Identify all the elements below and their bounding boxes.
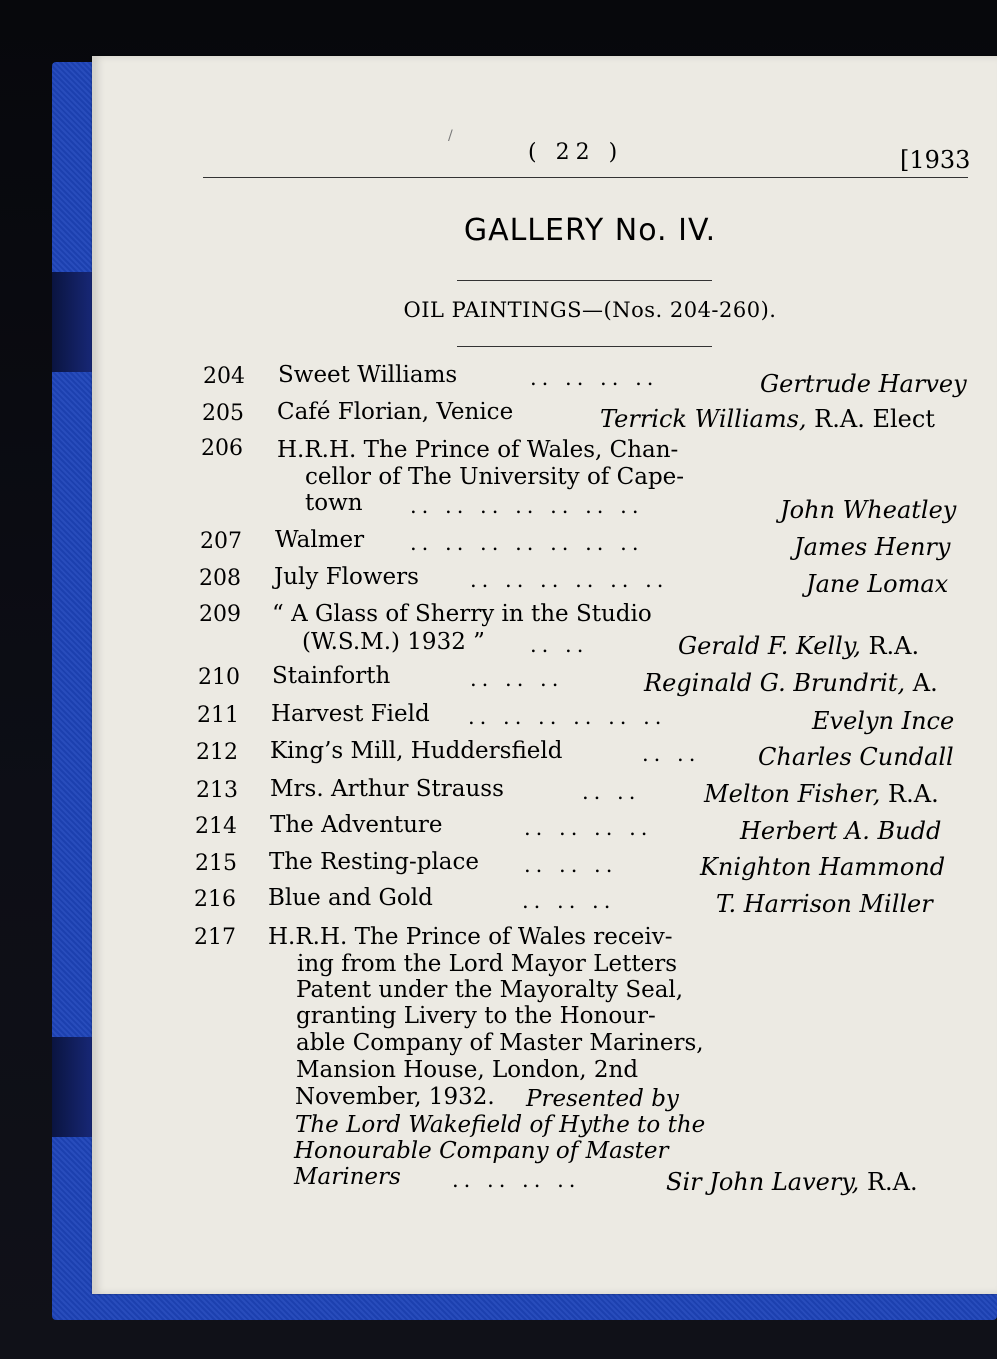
entry-title: July Flowers bbox=[274, 564, 419, 590]
entry-title: Sweet Williams bbox=[278, 362, 458, 388]
entry-number: 204 bbox=[203, 364, 245, 389]
entry-number: 208 bbox=[199, 566, 241, 591]
leader-dots: .. .. .. .. .. .. .. bbox=[410, 494, 644, 518]
leader-dots: .. .. .. bbox=[524, 853, 618, 877]
presented-line: The Lord Wakefield of Hythe to the bbox=[295, 1112, 706, 1138]
entry-artist: Jane Lomax bbox=[806, 570, 949, 598]
leader-dots: .. .. .. .. bbox=[452, 1168, 581, 1192]
leader-dots: .. .. .. .. bbox=[524, 816, 653, 840]
entry-number: 207 bbox=[200, 529, 242, 554]
entry-title: Walmer bbox=[275, 527, 365, 553]
section-subtitle: OIL PAINTINGS—(Nos. 204-260). bbox=[403, 298, 777, 322]
entry-title-line: Patent under the Mayoralty Seal, bbox=[296, 977, 684, 1003]
entry-title-line: “ A Glass of Sherry in the Studio bbox=[272, 601, 652, 627]
entry-title: Stainforth bbox=[272, 663, 391, 689]
entry-number: 214 bbox=[195, 814, 237, 839]
entry-number: 209 bbox=[199, 602, 241, 627]
entry-number: 212 bbox=[196, 740, 238, 765]
entry-artist: Sir John Lavery, R.A. bbox=[666, 1168, 918, 1196]
presented-line: Honourable Company of Master bbox=[294, 1138, 669, 1164]
entry-artist: Gertrude Harvey bbox=[760, 370, 967, 398]
entry-title-line: H.R.H. The Prince of Wales, Chan- bbox=[277, 437, 679, 463]
entry-number: 205 bbox=[202, 401, 244, 426]
entry-number: 213 bbox=[196, 778, 238, 803]
header-rule bbox=[203, 177, 968, 178]
year-header: [1933 bbox=[900, 146, 971, 174]
leader-dots: .. .. bbox=[530, 633, 589, 657]
leader-dots: .. .. bbox=[582, 780, 641, 804]
entry-artist: John Wheatley bbox=[780, 496, 957, 524]
entry-title: Harvest Field bbox=[271, 701, 430, 727]
entry-title-line: Mansion House, London, 2nd bbox=[296, 1057, 639, 1083]
presented-line: Mariners bbox=[294, 1164, 401, 1190]
entry-artist: T. Harrison Miller bbox=[716, 890, 933, 918]
entry-title-line: ing from the Lord Mayor Letters bbox=[297, 951, 677, 977]
entry-number: 217 bbox=[194, 925, 236, 950]
gallery-title: GALLERY No. IV. bbox=[463, 213, 717, 248]
entry-artist: Knighton Hammond bbox=[700, 853, 946, 881]
leader-dots: .. .. .. bbox=[470, 667, 564, 691]
leader-dots: .. .. .. .. bbox=[530, 366, 659, 390]
entry-artist: Reginald G. Brundrit, A. bbox=[644, 669, 938, 697]
entry-number: 206 bbox=[201, 436, 243, 461]
entry-number: 211 bbox=[197, 703, 239, 728]
presented-line: Presented by bbox=[526, 1086, 679, 1112]
entry-title-line: November, 1932. bbox=[295, 1084, 495, 1110]
entry-artist: James Henry bbox=[794, 533, 951, 561]
entry-title-line: (W.S.M.) 1932 ” bbox=[302, 629, 485, 655]
entry-artist: Melton Fisher, R.A. bbox=[704, 780, 939, 808]
entry-title-line: cellor of The University of Cape- bbox=[305, 464, 685, 490]
leader-dots: .. .. .. .. .. .. bbox=[470, 568, 669, 592]
entry-title-line: H.R.H. The Prince of Wales receiv- bbox=[268, 924, 673, 950]
entry-artist: Charles Cundall bbox=[758, 743, 954, 771]
entry-artist: Evelyn Ince bbox=[812, 707, 955, 735]
entry-title-line: able Company of Master Mariners, bbox=[296, 1030, 704, 1056]
ink-mark: / bbox=[448, 128, 453, 144]
entry-title: The Adventure bbox=[270, 812, 443, 838]
leader-dots: .. .. .. .. .. .. bbox=[468, 705, 667, 729]
entry-artist: Herbert A. Budd bbox=[740, 817, 942, 845]
title-rule bbox=[457, 280, 712, 281]
entry-number: 210 bbox=[198, 665, 240, 690]
subtitle-rule bbox=[457, 346, 712, 347]
entry-title-line: town bbox=[305, 490, 363, 516]
leader-dots: .. .. .. bbox=[522, 889, 616, 913]
entry-artist: Gerald F. Kelly, R.A. bbox=[678, 632, 920, 660]
entry-title-line: granting Livery to the Honour- bbox=[296, 1003, 656, 1029]
entry-artist: Terrick Williams, R.A. Elect bbox=[600, 405, 935, 433]
leader-dots: .. .. bbox=[642, 742, 701, 766]
entry-title: Blue and Gold bbox=[268, 885, 433, 911]
entry-title: Mrs. Arthur Strauss bbox=[270, 776, 504, 802]
page-number: ( 22 ) bbox=[528, 140, 624, 165]
entry-number: 215 bbox=[195, 851, 237, 876]
entry-number: 216 bbox=[194, 887, 236, 912]
entry-title: The Resting-place bbox=[269, 849, 479, 875]
entry-title: Café Florian, Venice bbox=[277, 399, 514, 425]
entry-title: King’s Mill, Huddersfield bbox=[270, 738, 563, 764]
leader-dots: .. .. .. .. .. .. .. bbox=[410, 531, 644, 555]
